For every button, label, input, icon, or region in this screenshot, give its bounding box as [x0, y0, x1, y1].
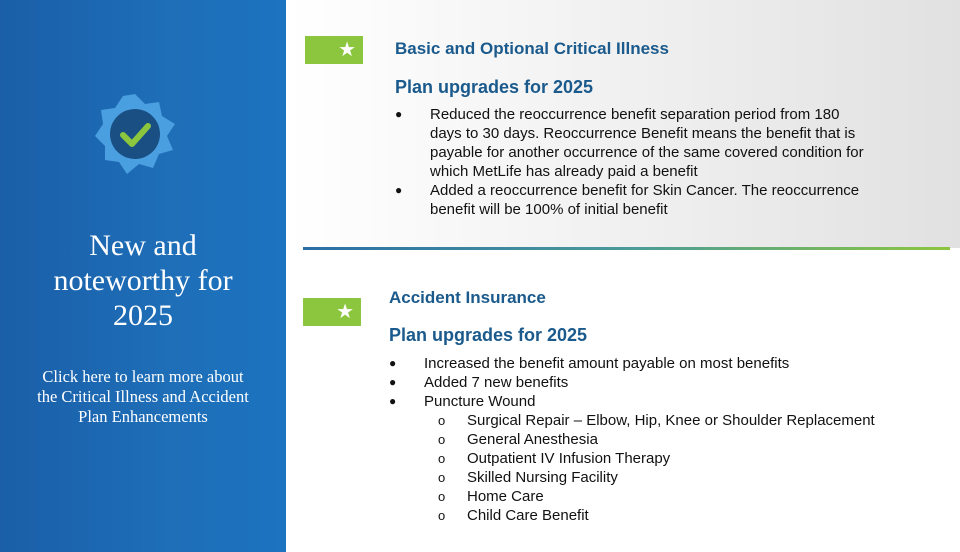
accident-list [389, 354, 789, 411]
heading-line: noteworthy for [53, 264, 233, 297]
accident-title: Accident Insurance [389, 288, 546, 307]
bullet-icon: ● [389, 394, 397, 408]
section-divider [303, 247, 950, 250]
circle-bullet-icon: o [438, 470, 446, 485]
circle-bullet-icon: o [438, 413, 446, 428]
sub-list-item: o Surgical Repair – Elbow, Hip, Knee or Shoulder Replacement [438, 412, 875, 429]
list-item: ● Reduced the reoccurrence benefit separation period from 180 days to 30 days. Reoccurrence Benefit means the benefit that is payable for another occurrence of the same covered condition for which MetLife has already paid a benefit [395, 106, 864, 180]
bullet-icon: ● [395, 183, 403, 197]
sub-list-item: o Outpatient IV Infusion Therapy [438, 450, 671, 467]
list-item: ● Added a reoccurrence benefit for Skin Cancer. The reoccurrence benefit will be 100% of initial benefit [395, 182, 860, 218]
list-item: ● Increased the benefit amount payable on most benefits [389, 355, 790, 372]
heading-line: New and [89, 229, 197, 262]
circle-bullet-icon: o [438, 489, 446, 504]
star-badge [303, 298, 361, 326]
link-line: Plan Enhancements [78, 407, 208, 426]
sub-list-item: o Child Care Benefit [438, 507, 589, 524]
bullet-icon: ● [389, 356, 397, 370]
circle-bullet-icon: o [438, 432, 446, 447]
star-badge [305, 36, 363, 64]
sub-list-item: o Skilled Nursing Facility [438, 469, 618, 486]
learn-more-link[interactable] [0, 367, 286, 427]
list-item: ● Puncture Wound [389, 393, 536, 410]
critical-illness-subtitle: Plan upgrades for 2025 [395, 77, 594, 97]
sub-list-item: o General Anesthesia [438, 431, 598, 448]
bullet-icon: ● [395, 107, 403, 121]
list-item: ● Added 7 new benefits [389, 374, 569, 391]
page-heading [0, 228, 286, 333]
left-panel [0, 0, 286, 552]
circle-bullet-icon: o [438, 451, 446, 466]
star-icon: ★ [336, 301, 354, 323]
critical-illness-list [395, 105, 864, 219]
link-line: Click here to learn more about [42, 367, 244, 386]
bullet-icon: ● [389, 375, 397, 389]
heading-line: 2025 [113, 299, 173, 332]
accident-subtitle: Plan upgrades for 2025 [389, 325, 588, 345]
star-icon: ★ [338, 39, 356, 61]
accident-sublist [438, 411, 875, 525]
checkmark-badge-icon [95, 94, 175, 174]
sub-list-item: o Home Care [438, 488, 544, 505]
critical-illness-title: Basic and Optional Critical Illness [395, 39, 669, 58]
link-line: the Critical Illness and Accident [37, 387, 249, 406]
circle-bullet-icon: o [438, 508, 446, 523]
